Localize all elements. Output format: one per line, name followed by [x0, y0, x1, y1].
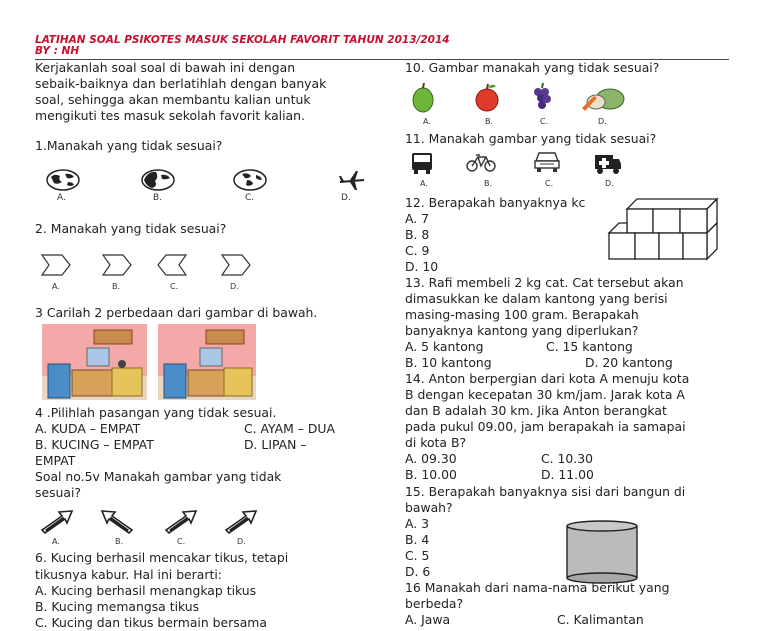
pear-icon: [410, 82, 436, 114]
car-icon: [533, 149, 561, 173]
arrow-up-right-icon: [162, 508, 200, 534]
option-label: C.: [545, 179, 554, 188]
option-label: C.: [177, 537, 186, 546]
question-3: 3 Carilah 2 perbedaan dari gambar di bawah.: [35, 305, 318, 320]
option-label: D.: [598, 117, 607, 126]
option-b: B. 8: [405, 227, 430, 242]
option-label: D.: [230, 282, 239, 291]
question-6: 6. Kucing berhasil mencakar tikus, tetapi: [35, 550, 289, 565]
intro-line: Kerjakanlah soal soal di bawah ini dengan: [35, 60, 296, 75]
vegetables-icon: [580, 84, 628, 114]
option-label: A.: [423, 117, 431, 126]
question-14-cont: di kota B?: [405, 435, 467, 450]
option-a: A. Jawa: [405, 612, 451, 627]
grapes-icon: [530, 82, 554, 114]
option-label: B.: [485, 117, 494, 126]
option-c: C. 5: [405, 548, 430, 563]
option-label: D.: [341, 193, 351, 203]
question-14-cont: dan B adalah 30 km. Jika Anton berangkat: [405, 403, 667, 418]
option-label: A.: [52, 537, 60, 546]
question-15-cont: bawah?: [405, 500, 453, 515]
question-1: 1.Manakah yang tidak sesuai?: [35, 138, 223, 153]
option-d: D. LIPAN –: [244, 437, 307, 452]
question-5: Soal no.5v Manakah gambar yang tidak: [35, 469, 282, 484]
option-label: C.: [245, 193, 255, 203]
question-16: 16 Manakah dari nama-nama berikut yang: [405, 580, 670, 595]
option-label: C.: [170, 282, 179, 291]
option-label: A.: [420, 179, 428, 188]
globe-icon: [232, 168, 268, 192]
option-c: C. 10.30: [541, 451, 594, 466]
document-title: LATIHAN SOAL PSIKOTES MASUK SEKOLAH FAVORIT TAHUN 2013/2014: [35, 34, 450, 46]
question-11: 11. Manakah gambar yang tidak sesuai?: [405, 131, 657, 146]
option-label: A.: [57, 193, 66, 203]
option-d-continued: EMPAT: [35, 453, 76, 468]
option-a: A. 5 kantong: [405, 339, 484, 354]
cylinder-illustration: [565, 520, 639, 586]
question-2: 2. Manakah yang tidak sesuai?: [35, 221, 227, 236]
chevron-left-shape-icon: [156, 253, 188, 277]
chevron-right-shape-icon: [101, 253, 133, 277]
option-d: D. 10: [405, 259, 439, 274]
option-a: A. 09.30: [405, 451, 457, 466]
option-c: C. AYAM – DUA: [244, 421, 335, 436]
bicycle-icon: [466, 153, 496, 173]
document-author: BY : NH: [35, 45, 80, 57]
question-14-cont: B dengan kecepatan 30 km/jam. Jarak kota A: [405, 387, 685, 402]
arrow-up-left-icon: [98, 508, 136, 534]
question-16-cont: berbeda?: [405, 596, 464, 611]
airplane-icon: [338, 168, 366, 192]
ambulance-icon: [593, 151, 623, 175]
option-a: A. 3: [405, 516, 430, 531]
option-c: C. Kucing dan tikus bermain bersama: [35, 615, 267, 630]
option-d: D. 11.00: [541, 467, 594, 482]
option-b: B. 4: [405, 532, 430, 547]
option-c: C. Kalimantan: [557, 612, 644, 627]
option-label: D.: [237, 537, 246, 546]
option-c: C. 9: [405, 243, 430, 258]
question-5-cont: sesuai?: [35, 485, 81, 500]
question-14: 14. Anton berpergian dari kota A menuju kota: [405, 371, 690, 386]
cube-stack-illustration: [605, 199, 725, 263]
option-b: B. 10.00: [405, 467, 457, 482]
question-15: 15. Berapakah banyaknya sisi dari bangun di: [405, 484, 686, 499]
intro-line: mengikuti tes masuk sekolah favorit kalian.: [35, 108, 305, 123]
option-b: B. KUCING – EMPAT: [35, 437, 154, 452]
intro-line: soal, sehingga akan membantu kalian untuk: [35, 92, 311, 107]
chevron-right-shape-icon: [40, 253, 72, 277]
option-a: A. KUDA – EMPAT: [35, 421, 141, 436]
option-d: D. 20 kantong: [585, 355, 673, 370]
question-10: 10. Gambar manakah yang tidak sesuai?: [405, 60, 660, 75]
question-13-cont: dimasukkan ke dalam kantong yang berisi: [405, 291, 668, 306]
option-label: D.: [605, 179, 614, 188]
globe-icon: [140, 168, 176, 192]
question-13-cont: banyaknya kantong yang diperlukan?: [405, 323, 639, 338]
option-label: C.: [540, 117, 549, 126]
question-12: 12. Berapakah banyaknya kc: [405, 195, 586, 210]
intro-line: sebaik-baiknya dan berlatihlah dengan banyak: [35, 76, 327, 91]
option-label: A.: [52, 282, 60, 291]
question-4: 4 .Pilihlah pasangan yang tidak sesuai.: [35, 405, 277, 420]
chevron-right-shape-icon: [220, 253, 252, 277]
option-label: B.: [115, 537, 124, 546]
option-label: B.: [153, 193, 163, 203]
option-label: B.: [484, 179, 493, 188]
option-d: D. 6: [405, 564, 431, 579]
question-6-cont: tikusnya kabur. Hal ini berarti:: [35, 567, 222, 582]
bus-icon: [410, 151, 434, 175]
arrow-up-right-icon: [222, 508, 260, 534]
arrow-up-right-icon: [38, 508, 76, 534]
option-c: C. 15 kantong: [546, 339, 633, 354]
kitchen-illustration: [158, 324, 256, 400]
option-b: B. Kucing memangsa tikus: [35, 599, 200, 614]
globe-icon: [45, 168, 81, 192]
question-14-cont: pada pukul 09.00, jam berapakah ia samapai: [405, 419, 686, 434]
kitchen-illustration: [42, 324, 147, 400]
apple-icon: [473, 82, 501, 114]
option-a: A. 7: [405, 211, 430, 226]
option-b: B. 10 kantong: [405, 355, 492, 370]
option-a: A. Kucing berhasil menangkap tikus: [35, 583, 257, 598]
question-13: 13. Rafi membeli 2 kg cat. Cat tersebut akan: [405, 275, 684, 290]
option-label: B.: [112, 282, 121, 291]
question-13-cont: masing-masing 100 gram. Berapakah: [405, 307, 639, 322]
